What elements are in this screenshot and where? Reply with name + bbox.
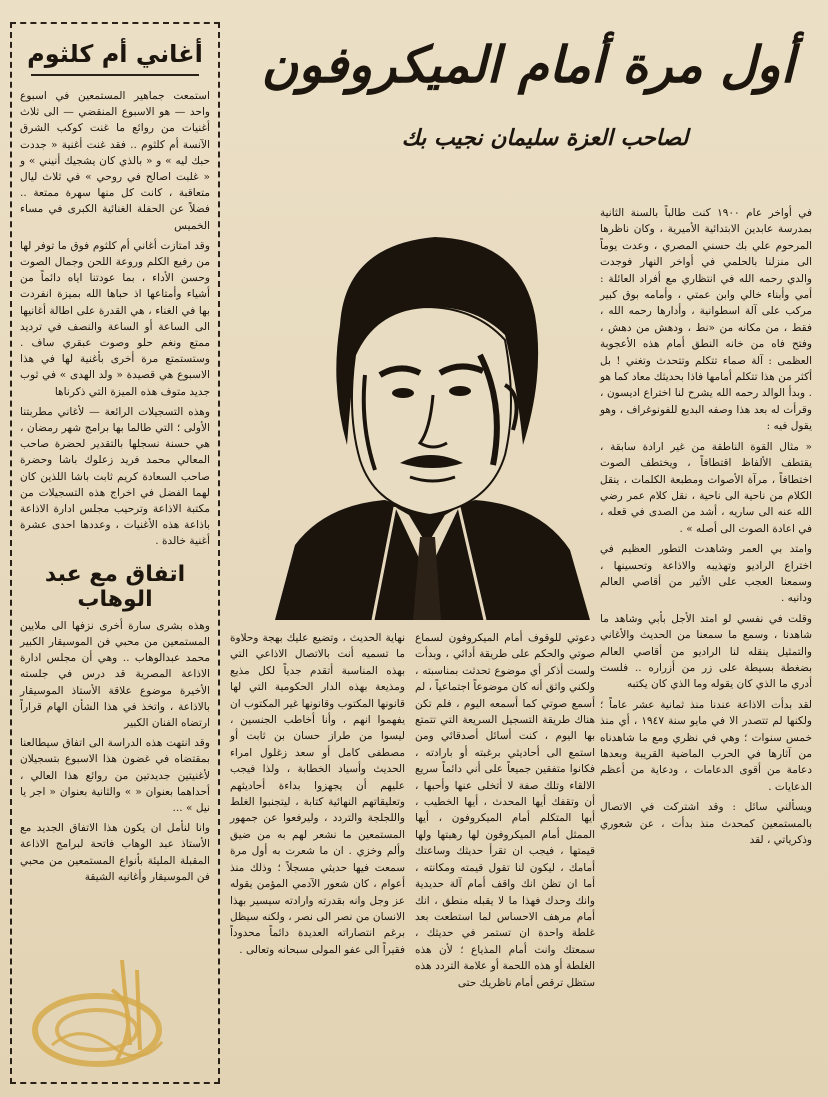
article-middle-column [415,630,595,997]
article-paragraph: نهاية الحديث ، وتضيع عليك بهجة وحلاوة ما تسميه أنت بالاتصال الاذاعي التي بهذه المناسبة أتقدم جدياً لكل مذيع ومذيعة بهذه الدار الحكومية التي لها قانونها المكتوب وقانونها غير المكتوب ان يفهموا انهم ، وأنا أخاطب الجنسين ، ليسوا من طراز حسان بن ثابت أو مصطفى كامل أو سعد زغلول امراء الحديث وأسياد الخطابة ، ولذا فيجب عليهم أن يجهزوا بداءة أحاديثهم وتعليقاتهم النهائية كتابة ، ليتجنبوا الغلط واللجلجة والتردد ، وليرفعوا عن جمهور المستمعين ما نشعر لهم به من ضيق وألم وخزي . ان ما شعرت به أول مرة سمعت فيها حديثي مسجلاً ؛ وذلك منذ أعوام ، كان شعور الآدمي المؤمن يقوله عز وجل وانه بقدرته وارادته سيسير بهذا الانسان من نصر الى نصر ، ولكنه سيظل برغم انتصاراته العديدة دائماً محدوداً فقيراً الى عفو المولى سبحانه وتعالى . [230,632,405,956]
article-paragraph: في أواخر عام ١٩٠٠ كنت طالباً بالسنة الثانية بمدرسة عابدين الابتدائية الأميرية ، وكان ناظرها المرحوم علي بك حسني المصري ، وعدت يوماً الى منزلنا بالحلمي في أواخر النهار فوجدت والدي رحمه الله في انتظاري مع أفراد العائلة : أمي وأبناء خالي وابن عمتي ، وأمامه بوق كبير مركب على آلة اسطوانية ، وأدارها رحمه الله ، فقط ، من مكانه من «نط ، ودهش من دهش ، وفتح فاه من خانه النطق أمام هذه الأعجوبة العظمى : آلة صماء تتكلم وتتحدث وتغني ! بل أكثر من هذا تتكلم أمامها فاذا بحديثك معاد كما هو . وبدأ الوالد رحمه الله يشرح لنا اختراع اديسون ، وقرأت له بعد هذا وصفه البديع للفونوغراف ، وهو يقول فيه : [599,207,812,433]
sidebar-title-abdel-wahab: اتفاق مع عبد الوهاب [44,561,186,612]
sidebar-box [10,22,220,1084]
article-byline: لصاحب العزة سليمان نجيب بك [401,126,689,151]
article-paragraph: دعوتي للوقوف أمام الميكروفون لسماع صوتي والحكم على طريقة أدائي ، وبدأت ولست أذكر أي موضوع تحدثت بمناسبته ، ولكني واثق أنه كان موضوعاً اجتماعياً ، لم أسمع صوتي كما أسمعه اليوم ، فلم تكن هناك طريقة التسجيل السريعة التي تتمتع بها اليوم ، كنت أسائل أصدقائي ومن استمع الى أحاديثي برغبته أو بارادته ، فكانوا متفقين جميعاً على أني دائماً سريع الالقاء وتلك صفة لا أتخلى عنها وأحبها ، أن وتقفك أيها المحدث ، أيها الخطيب ، أيها المتكلم أمام الميكروفون ، أيها الممثل أمام الميكروفون لها رهبتها ولها قيمتها ، فيجب ان تقرأ حديثك وساعتك أمامك ، ليكون لنا تقول قيمته ومكانته ، أما ان تظن انك واقف أمام آلة حديدية وانك وحدك فهذا ما لا يقبله منطق ، انك أمام مرهف الاحساس لما استطعت بعد غلطة واحدة ان تستمر في حديثك ، سمعتك وانت أمام المذياع ؛ لأن هذه الغلطة أو هذه اللحمة أو علامة التردد هذه ستظل ترقص أمام ناظريك حتى [415,632,595,989]
article-paragraph: وقلت في نفسي لو امتد الأجل بأبي وشاهد ما شاهدنا ، وسمع ما سمعنا من الحديث والأغاني والتمثيل ينقله لنا الراديو من أقاصي العالم بضغطة بسيطة على زر من أزراره .. فلست أدري ما الذي كان يقوله وما الذي كان يكتبه [600,612,812,691]
divider [31,74,198,76]
article-paragraph: « مثال القوة الناطقة من غير ارادة سابقة ، يقتطف الألفاظ اقتطافاً ، ويختطف الصوت اختطافاً ، مرآة الأصوات ومطبعة الكلمات ، ينقل الكلام من ناحية الى ناحية ، نقل كلام عمر رضي الله عنه الى ساريه ، أشد من الصدى في قعله ، في اعادة الصوت الى أصله » . [600,440,812,535]
sidebar-title-umm-kulthum: أغاني أم كلثوم [27,40,203,68]
article-paragraph: ويسألني سائل : وقد اشتركت في الاتصال بالمستمعين كمحدث منذ بدأت ، عن شعوري وذكرياتي ، لقد [600,801,812,847]
article-right-column [600,205,812,852]
article-headline: أول مرة أمام الميكروفون [261,36,795,94]
sidebar-paragraph: وقد انتهت هذه الدراسة الى اتفاق سيطالعنا بمقتضاه في غضون هذا الاسبوع بتسجيلان لأغنيتين جديدتين من روائع هذا العالي ، أحداهما بعنوان « » والثانية بعنوان « اجر يا نيل » ... [20,737,210,814]
article-paragraph: وامتد بي العمر وشاهدت التطور العظيم في اختراع الراديو وتهذيبه والاذاعة وتحسينها ، وسمعنا العجب على الأثير من أقاصي العالم ودانيه . [600,543,812,605]
calligraphy-watermark-icon [22,950,172,1080]
sidebar-paragraph: وهذه التسجيلات الرائعة — لأغاني مطربتنا الأولى ؛ التي طالما بها برامج شهر رمضان ، هي حسنة نسجلها بالتقدير لحضرة صاحب المعالي محمد فريد زعلوك باشا وحضرة صاحب السعادة كريم ثابت باشا اللذين كان لهما الفضل في اخراج هذه التسجيلات من مكتبة الاذاعة وترحيب مجلس ادارة الاذاعة باذاعة هذه الأغنيات ، وعددها احدى عشرة أغنية خالدة . [20,405,210,548]
sidebar-paragraph: وهذه بشرى سارة أخرى نزفها الى ملايين المستمعين من محبي فن الموسيقار الكبير محمد عبدالوهاب .. وهي أن مجلس ادارة الاذاعة المصرية قد درس في جلسته الأخيرة موضوع علاقة الأستاذ الموسيقار بالاذاعة ، واتخذ في هذا الشأن الهام قراراً ارتضاه الفنان الكبير [20,619,210,729]
article-paragraph: لقد بدأت الاذاعة عندنا منذ ثمانية عشر عاماً ؛ ولكنها لم تتصدر الا في مايو سنة ١٩٤٧ ، أي منذ خمس سنوات ؛ وهي في نظري ومع ما شاهدناه من آثارها في الحرب الماضية القريبة وبعدها دعامة من أقوى الدعامات ، ودعاية من أعظم الدعايات . [600,698,812,793]
sidebar-paragraph: وانا لنأمل ان يكون هذا الاتفاق الجديد مع الأستاذ عبد الوهاب فاتحة لبرامج الاذاعة المقبلة المليئة بأنواع المستمعين من محبي فن الموسيقار وأغانيه الشيقة [20,822,210,883]
portrait-illustration [255,215,595,620]
sidebar-paragraph: استمعت جماهير المستمعين في اسبوع واحد — هو الاسبوع المنقضي — الى ثلاث أغنيات من روائع ما غنت كوكب الشرق الآنسة أم كلثوم .. فقد غنت أغنية « جددت حبك ليه » و « بالذي كان يشجيك أنيني » و « غلبت اصالح في روحي » في ثلاث ليال متعاقبة ، كانت كل منها سهرة ممتعة .. فضلاً عن الحفلة الغنائية الكبرى في مساء الخميس [20,90,210,232]
sidebar-paragraph: وقد امتازت أغاني أم كلثوم فوق ما توفر لها من رفيع الكلم وروعة اللحن وجمال الصوت وحسن الأداء ، بما عودتنا اياه دائماً من أشياء وأمتاعها اذ حباها الله بميزة انفردت بها في الغناء ، هي القدرة على اطالة أغانيها الى الساعة أو الساعة والنصف في ترديد ممتع ونغم حلو وصوت عبقري ساف . وستستمتع مرة أخرى بأغنية لها في هذا الاسبوع هي قصيدة « ولد الهدى » في ثوب جديد متوف هذه الميزة التي ذكرناها [20,239,210,398]
article-left-column [230,630,405,964]
